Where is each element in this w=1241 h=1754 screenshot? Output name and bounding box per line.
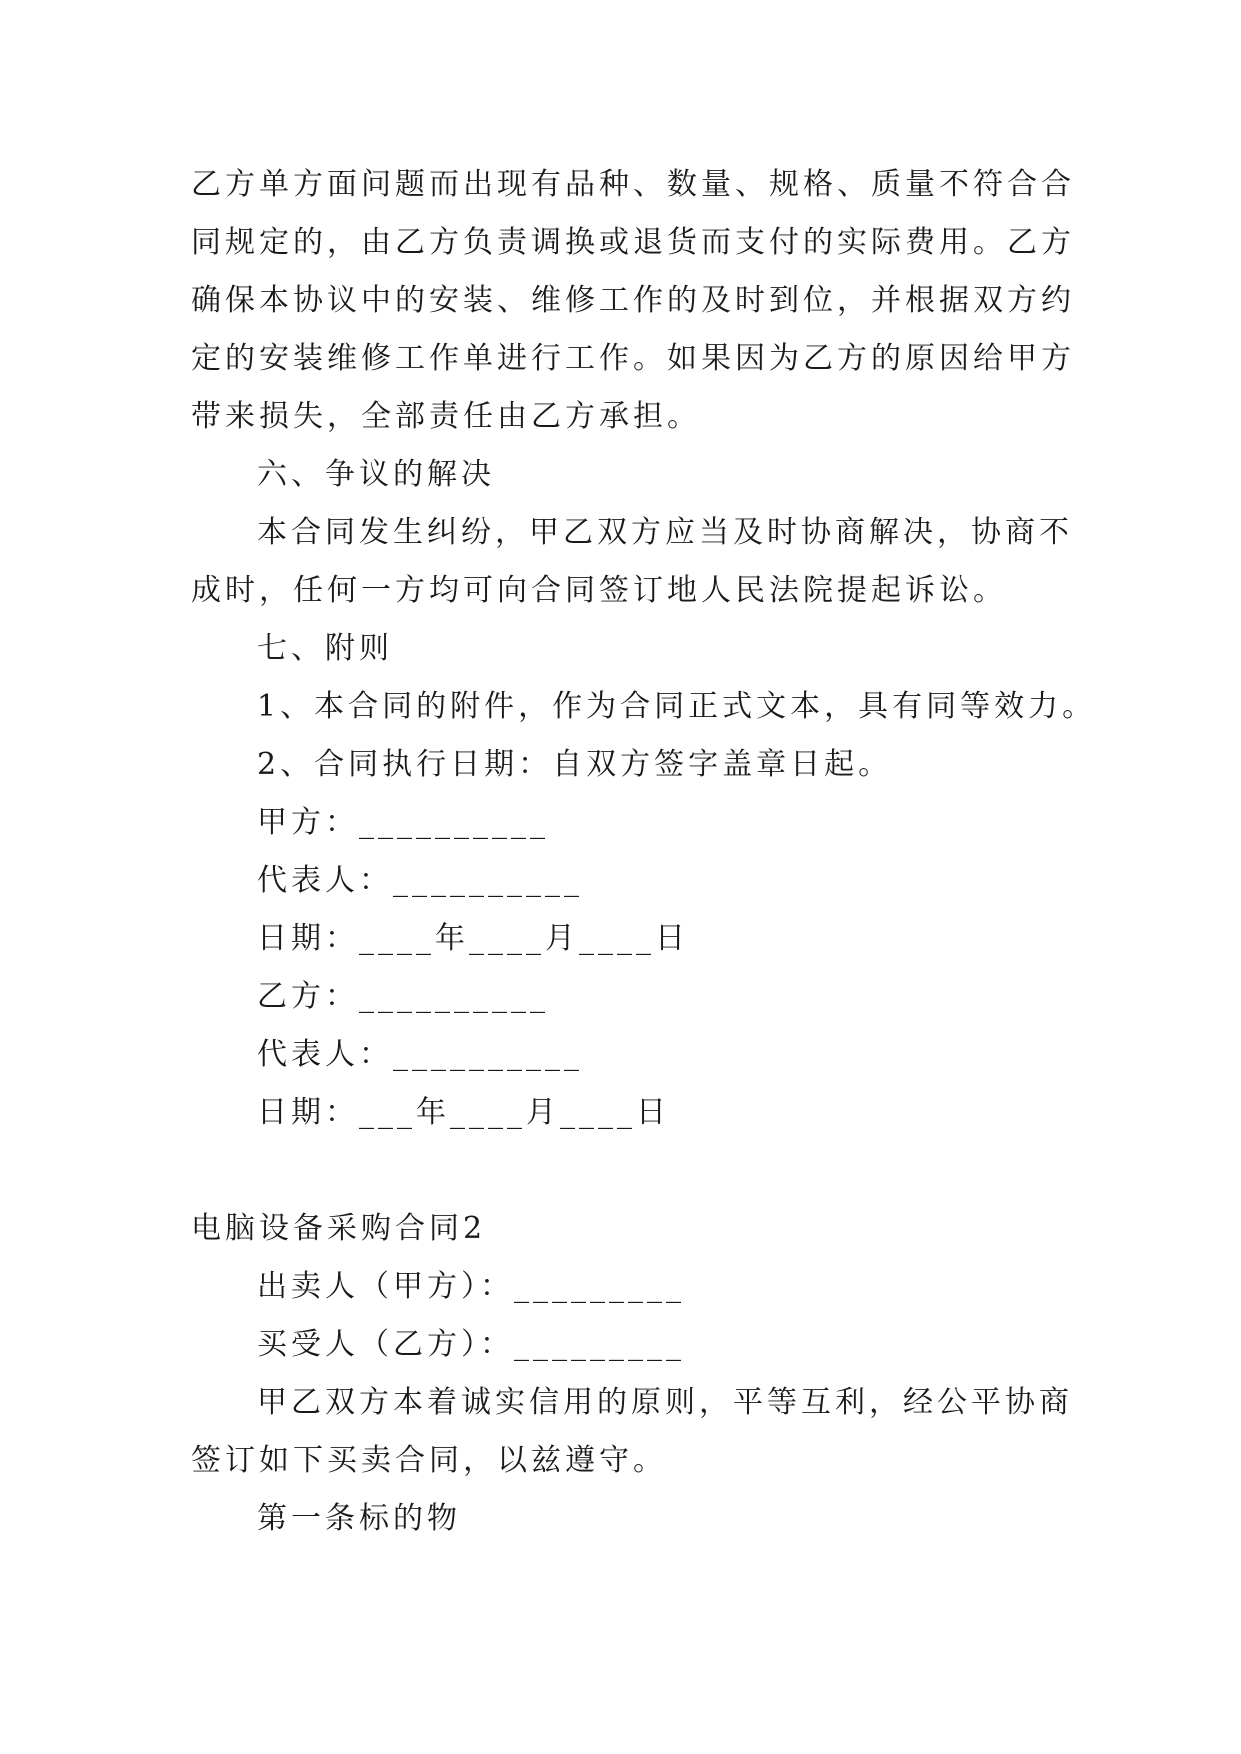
party-a-signature-line: 甲方：__________ [257,805,549,840]
party-b-date-line: 日期：___年____月____日 [257,1095,670,1130]
buyer-line: 买受人（乙方）：_________ [257,1327,685,1362]
body-text-line: 确保本协议中的安装、维修工作的及时到位，并根据双方约 [191,283,1075,318]
contract-title: 电脑设备采购合同2 [191,1211,487,1246]
section-heading-dispute: 六、争议的解决 [257,457,495,492]
body-text-line: 成时，任何一方均可向合同签订地人民法院提起诉讼。 [191,573,1007,608]
body-text-line: 定的安装维修工作单进行工作。如果因为乙方的原因给甲方 [191,341,1075,376]
body-text-line: 带来损失，全部责任由乙方承担。 [191,399,701,434]
section-heading-appendix: 七、附则 [257,631,393,666]
party-b-signature-line: 乙方：__________ [257,979,549,1014]
party-b-representative-line: 代表人：__________ [257,1037,583,1072]
party-a-representative-line: 代表人：__________ [257,863,583,898]
body-text-line: 本合同发生纠纷，甲乙双方应当及时协商解决，协商不 [257,515,1073,550]
body-text-line: 甲乙双方本着诚实信用的原则，平等互利，经公平协商 [257,1385,1073,1420]
clause-item: 1、本合同的附件，作为合同正式文本，具有同等效力。 [257,689,1097,724]
body-text-line: 乙方单方面问题而出现有品种、数量、规格、质量不符合合 [191,167,1075,202]
party-a-date-line: 日期：____年____月____日 [257,921,689,956]
article-heading: 第一条标的物 [257,1501,461,1536]
clause-item: 2、合同执行日期：自双方签字盖章日起。 [257,747,893,782]
seller-line: 出卖人（甲方）：_________ [257,1269,685,1304]
body-text-line: 同规定的，由乙方负责调换或退货而支付的实际费用。乙方 [191,225,1075,260]
body-text-line: 签订如下买卖合同，以兹遵守。 [191,1443,667,1478]
